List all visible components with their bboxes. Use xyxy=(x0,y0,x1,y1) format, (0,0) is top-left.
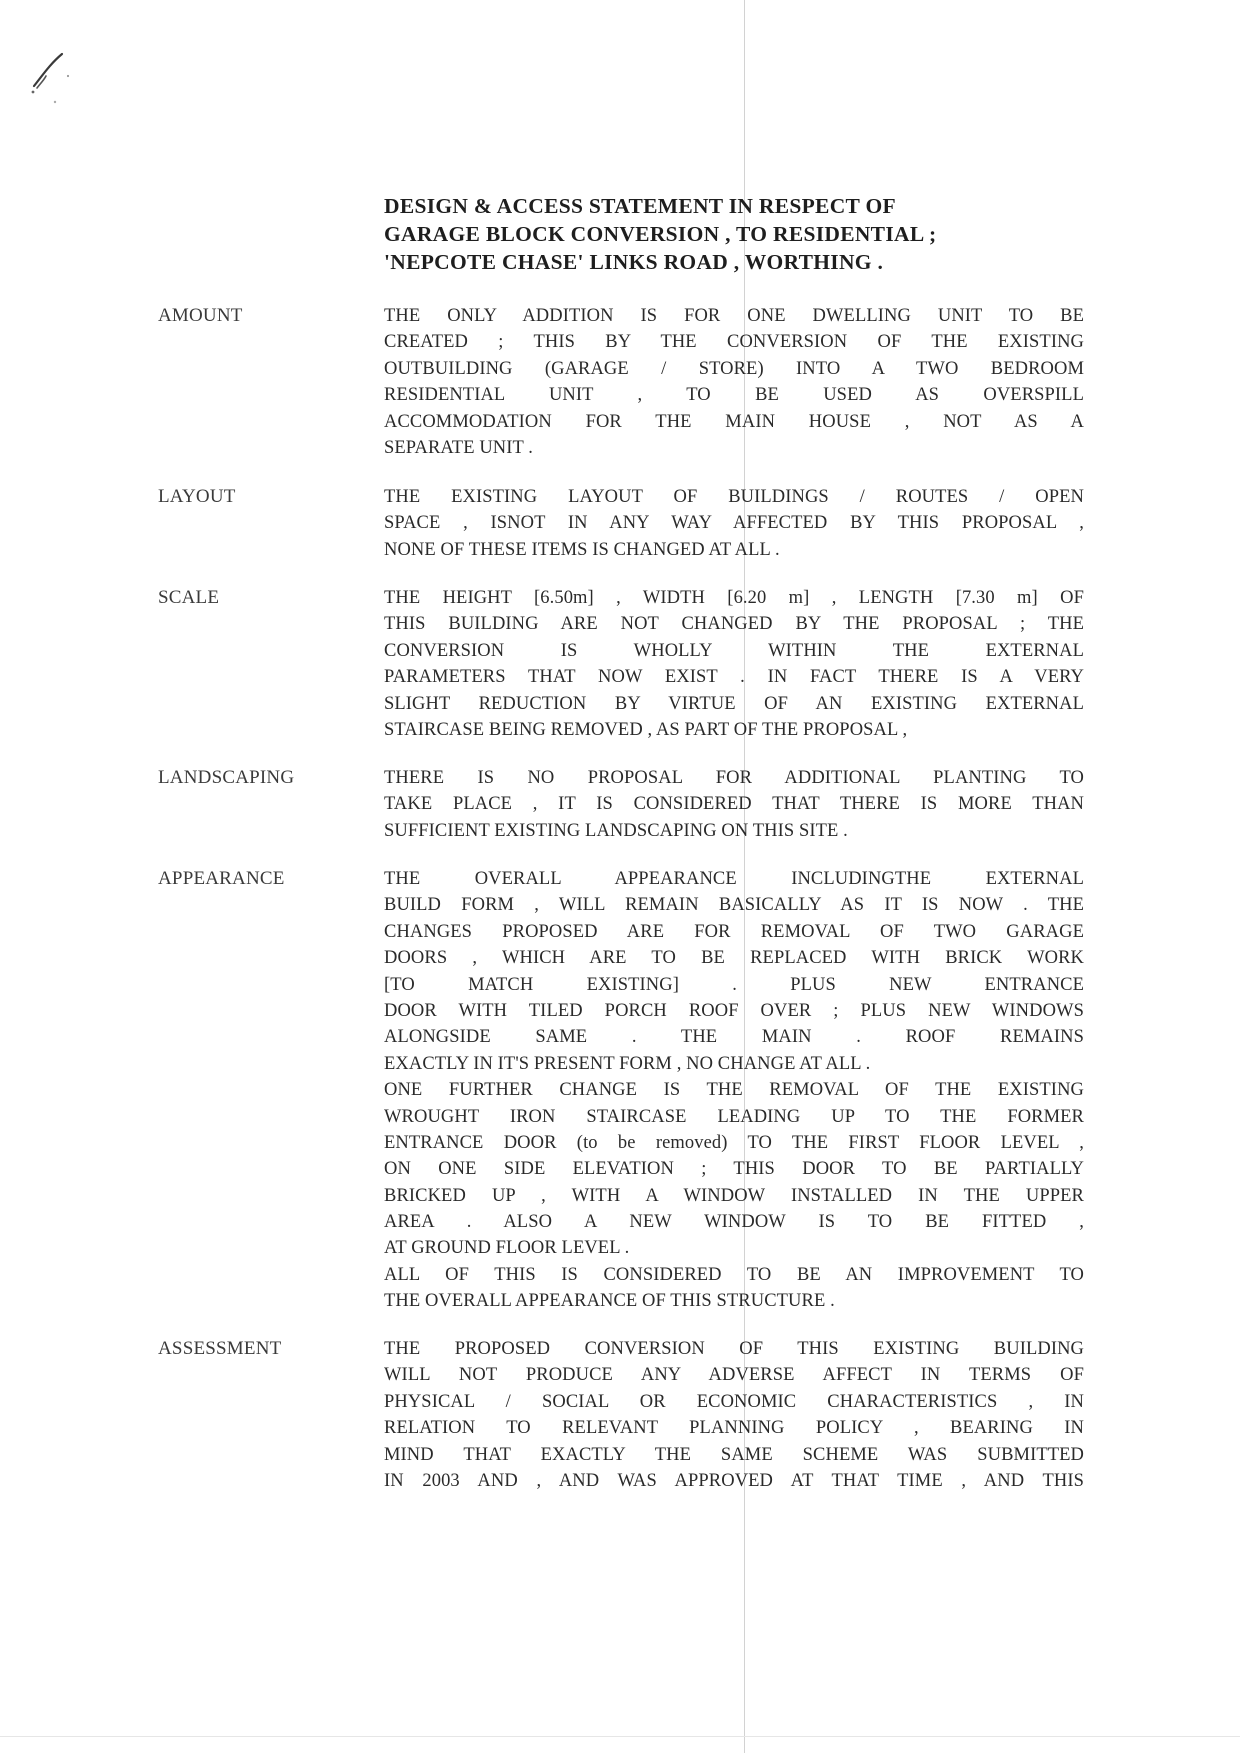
body-line: RELATION TO RELEVANT PLANNING POLICY , BEARING IN xyxy=(384,1418,1084,1439)
section-body xyxy=(384,303,1084,461)
body-line: STAIRCASE BEING REMOVED , AS PART OF THE PROPOSAL , xyxy=(384,719,908,740)
body-line: SLIGHT REDUCTION BY VIRTUE OF AN EXISTING EXTERNAL xyxy=(384,693,1084,714)
body-line: RESIDENTIAL UNIT , TO BE USED AS OVERSPILL xyxy=(384,385,1084,406)
title-line-1: DESIGN & ACCESS STATEMENT IN RESPECT OF xyxy=(384,194,896,218)
body-line: ONE FURTHER CHANGE IS THE REMOVAL OF THE EXISTING xyxy=(384,1080,1084,1101)
document-title xyxy=(384,192,1084,276)
section-label: APPEARANCE xyxy=(158,868,285,889)
body-line: CREATED ; THIS BY THE CONVERSION OF THE EXISTING xyxy=(384,332,1084,353)
body-line: WROUGHT IRON STAIRCASE LEADING UP TO THE FORMER xyxy=(384,1106,1084,1127)
body-line: SUFFICIENT EXISTING LANDSCAPING ON THIS SITE . xyxy=(384,820,848,841)
body-line: OUTBUILDING (GARAGE / STORE) INTO A TWO BEDROOM xyxy=(384,358,1084,379)
body-line: THE PROPOSED CONVERSION OF THIS EXISTING BUILDING xyxy=(384,1339,1084,1359)
section-label: LANDSCAPING xyxy=(158,767,295,788)
body-line: THIS BUILDING ARE NOT CHANGED BY THE PROPOSAL ; THE xyxy=(384,614,1084,635)
title-line-2: GARAGE BLOCK CONVERSION , TO RESIDENTIAL ; xyxy=(384,222,937,246)
section-body xyxy=(384,484,1084,563)
body-line: ENTRANCE DOOR (to be removed) TO THE FIRST FLOOR LEVEL , xyxy=(384,1132,1084,1153)
title-line-3: 'NEPCOTE CHASE' LINKS ROAD , WORTHING . xyxy=(384,250,884,274)
section-label: LAYOUT xyxy=(158,486,236,507)
scan-edge-rule xyxy=(0,1736,1240,1737)
section-label: ASSESSMENT xyxy=(158,1338,282,1359)
body-line: PARAMETERS THAT NOW EXIST . IN FACT THERE IS A VERY xyxy=(384,667,1084,688)
body-line: AREA . ALSO A NEW WINDOW IS TO BE FITTED , xyxy=(384,1212,1084,1233)
body-line: THE HEIGHT [6.50m] , WIDTH [6.20 m] , LENGTH [7.30 m] OF xyxy=(384,588,1084,608)
section-label: SCALE xyxy=(158,587,220,608)
body-line: WILL NOT PRODUCE ANY ADVERSE AFFECT IN TERMS OF xyxy=(384,1365,1084,1386)
body-line: DOORS , WHICH ARE TO BE REPLACED WITH BRICK WORK xyxy=(384,948,1084,969)
body-line: ALONGSIDE SAME . THE MAIN . ROOF REMAINS xyxy=(384,1027,1084,1048)
body-line: SEPARATE UNIT . xyxy=(384,437,534,458)
body-line: ALL OF THIS IS CONSIDERED TO BE AN IMPROVEMENT TO xyxy=(384,1264,1084,1285)
section-body xyxy=(384,866,1084,1315)
body-line: NONE OF THESE ITEMS IS CHANGED AT ALL . xyxy=(384,539,780,560)
body-line: [TO MATCH EXISTING] . PLUS NEW ENTRANCE xyxy=(384,974,1084,995)
body-line: TAKE PLACE , IT IS CONSIDERED THAT THERE IS MORE THAN xyxy=(384,794,1084,815)
body-line: BUILD FORM , WILL REMAIN BASICALLY AS IT IS NOW . THE xyxy=(384,895,1084,916)
section-body xyxy=(384,765,1084,844)
section-label: AMOUNT xyxy=(158,305,243,326)
body-line: CHANGES PROPOSED ARE FOR REMOVAL OF TWO GARAGE xyxy=(384,921,1084,942)
body-line: DOOR WITH TILED PORCH ROOF OVER ; PLUS NEW WINDOWS xyxy=(384,1000,1084,1021)
body-line: EXACTLY IN IT'S PRESENT FORM , NO CHANGE AT ALL . xyxy=(384,1053,871,1074)
body-line: THERE IS NO PROPOSAL FOR ADDITIONAL PLANTING TO xyxy=(384,768,1084,788)
body-line: THE ONLY ADDITION IS FOR ONE DWELLING UNIT TO BE xyxy=(384,306,1084,326)
body-line: THE OVERALL APPEARANCE OF THIS STRUCTURE . xyxy=(384,1291,835,1312)
body-line: MIND THAT EXACTLY THE SAME SCHEME WAS SUBMITTED xyxy=(384,1444,1084,1465)
section-body xyxy=(384,585,1084,743)
body-line: BRICKED UP , WITH A WINDOW INSTALLED IN THE UPPER xyxy=(384,1185,1084,1206)
body-line: AT GROUND FLOOR LEVEL . xyxy=(384,1238,630,1259)
body-line: ACCOMMODATION FOR THE MAIN HOUSE , NOT AS A xyxy=(384,411,1084,432)
section-body xyxy=(384,1336,1084,1494)
body-line: CONVERSION IS WHOLLY WITHIN THE EXTERNAL xyxy=(384,640,1084,661)
body-line: THE OVERALL APPEARANCE INCLUDINGTHE EXTERNAL xyxy=(384,869,1084,889)
body-line: IN 2003 AND , AND WAS APPROVED AT THAT TIME , AND THIS xyxy=(384,1470,1084,1491)
pen-mark xyxy=(28,26,88,116)
body-line: SPACE , ISNOT IN ANY WAY AFFECTED BY THIS PROPOSAL , xyxy=(384,513,1084,534)
body-line: THE EXISTING LAYOUT OF BUILDINGS / ROUTES / OPEN xyxy=(384,487,1084,507)
body-line: PHYSICAL / SOCIAL OR ECONOMIC CHARACTERISTICS , IN xyxy=(384,1391,1084,1412)
body-line: ON ONE SIDE ELEVATION ; THIS DOOR TO BE PARTIALLY xyxy=(384,1159,1084,1180)
